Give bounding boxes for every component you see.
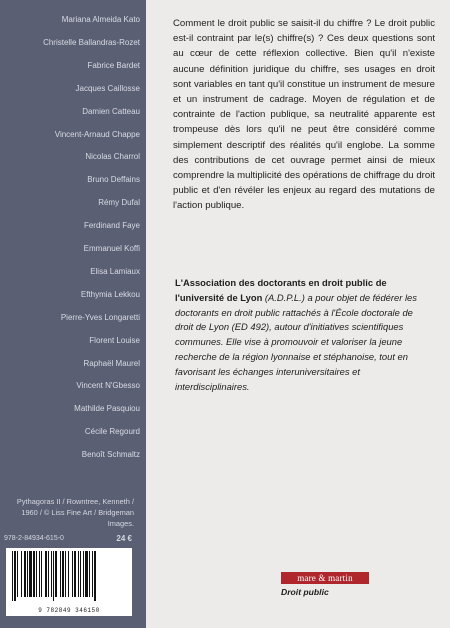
barcode-bar [89,551,90,597]
contributor-name: Pierre-Yves Longaretti [60,312,140,322]
price: 24 € [116,534,132,543]
barcode-bar [41,551,42,597]
barcode-bar [55,551,57,597]
barcode-bar [48,551,49,597]
barcode-bars [10,551,128,601]
contributor-name: Damien Catteau [82,106,140,116]
barcode-bar [12,551,13,601]
isbn: 978-2-84934-615-0 [4,535,64,542]
barcode-bar [85,551,88,597]
barcode-bar [27,551,28,597]
image-credits: Pythagoras II / Rowntree, Kenneth / 1960 / © Liss Fine Art / Bridgeman Images. [16,497,134,528]
isbn-row [4,534,134,544]
contributor-name: Rémy Dufal [98,198,140,208]
barcode-bar [94,551,96,601]
barcode-bar [74,551,76,597]
publisher-logo: mare & martin [281,572,369,584]
barcode-bar [60,551,61,597]
contributors-sidebar [0,0,146,628]
association-paragraph [175,276,433,394]
barcode-bar [45,551,47,597]
contributor-name: Vincent-Arnaud Chappe [54,129,140,139]
book-description: Comment le droit public se saisit-il du chiffre ? Le droit public est-il contraint par le(s) chiffre(s) ? Ces deux questions sont au cœur de cette réflexion collective. Bien qu'il n'existe aucune définition juridique du chiffre, ses usages en droit sont variables en tant qu'il constitue un instrument de mesure et un instrument de cadrage. Moyen de régulation et de contrainte de l'action publique, sa neutralité apparente est trompeuse dès lors qu'il ne peut être considéré comme simplement descriptif des réalités qu'il englobe. La somme des contributions de cet ouvrage permet ainsi de mieux comprendre la multiplicité des opérations de chiffrage du droit public et d'en révéler les enjeux au regard des mutations de l'action publique. [173,18,435,212]
barcode-digits: 9 782849 346150 [38,607,100,614]
contributor-name: Ferdinand Faye [83,221,140,231]
barcode-bar [29,551,32,597]
barcode-bar [51,551,52,597]
publisher-block [281,572,369,597]
collection-name: Droit public [281,587,329,597]
association-name: L'Association des doctorants en droit public de l'université de Lyon [175,277,387,303]
barcode-bar [39,551,40,597]
contributor-name: Bruno Deffains [87,175,140,185]
barcode-bar [83,551,84,597]
barcode-bar [68,551,69,597]
association-acronym: (A.D.P.L.) [262,291,308,303]
barcode-bar [72,551,73,597]
barcode [6,548,132,616]
main-text [173,16,435,214]
contributor-name: Florent Louise [89,335,140,345]
barcode-bar [33,551,35,597]
contributor-name: Benoît Schmaltz [81,450,140,460]
barcode-bar [17,551,18,597]
contributor-name: Cécile Regourd [84,427,140,437]
contributor-name: Nicolas Charrol [85,152,140,162]
barcode-bar [24,551,26,597]
barcode-bar [14,551,16,601]
contributor-name: Emmanuel Koffi [83,244,140,253]
barcode-bar [62,551,64,597]
barcode-bar [78,551,79,597]
contributor-name: Mariana Almeida Kato [61,15,140,24]
barcode-bar [65,551,66,597]
contributor-name: Efthymia Lekkou [80,289,140,299]
barcode-bar [80,551,81,597]
contributor-name: Mathilde Pasquiou [74,404,140,414]
contributor-name: Raphaël Maurel [83,358,140,368]
contributor-name: Elisa Lamiaux [90,266,140,276]
contributor-name: Jacques Caillosse [75,83,140,93]
contributor-name: Fabrice Bardet [87,60,140,70]
contributor-name: Vincent N'Gbesso [76,381,140,391]
contributor-name: Christelle Ballandras-Rozet [43,37,140,47]
barcode-bar [21,551,22,597]
barcode-bar [36,551,37,597]
barcode-bar [92,551,93,597]
barcode-bar [53,551,54,601]
association-text: a pour objet de fédérer les doctorants en droit public rattachés à l'École doctorale de droit de Lyon (ED 492), autour d'initiatives scientifiques communes. Elle vise à promouvoir et valoriser la jeune recherche de la région lyonnaise et stéphanoise, tout en favorisant les échanges interuniversitaires et interdisciplinaires. [175,291,417,392]
